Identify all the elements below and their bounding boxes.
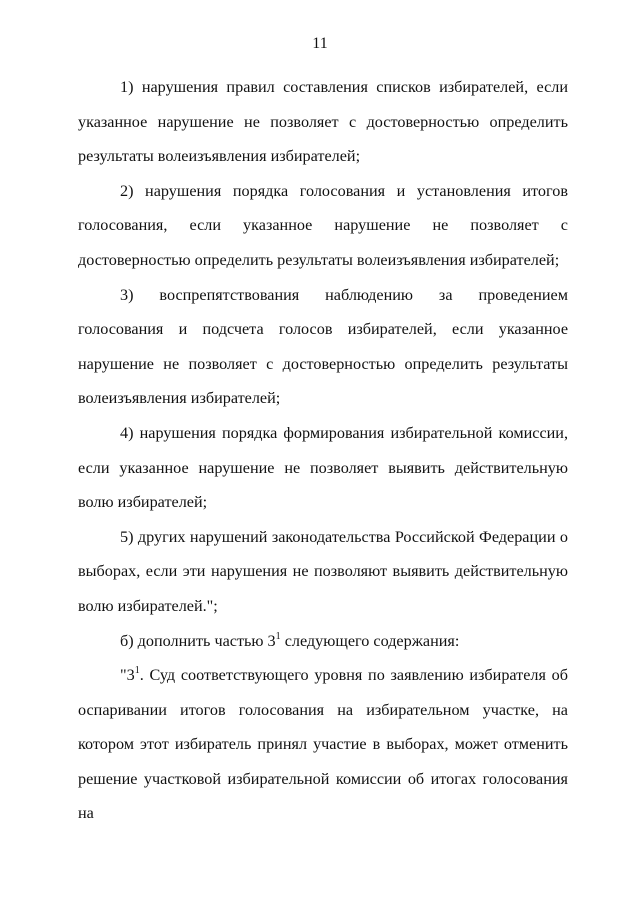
document-body <box>78 70 568 831</box>
quoted-part-open: "3 <box>120 666 135 685</box>
list-item-1: 1) нарушения правил составления списков избирателей, если указанное нарушение не позволяет с достоверностью определить результаты волеизъявления избирателей; <box>78 78 568 166</box>
amendment-paragraph <box>78 624 568 659</box>
amendment-prefix: б) дополнить частью 3 <box>120 631 276 650</box>
amendment-superscript: 1 <box>275 630 281 642</box>
quoted-part-superscript: 1 <box>134 665 140 677</box>
amendment-suffix: следующего содержания: <box>280 631 460 650</box>
list-item-2: 2) нарушения порядка голосования и установления итогов голосования, если указанное нарушение не позволяет с достоверностью определить результаты волеизъявления избирателей; <box>78 181 568 269</box>
page-number: 11 <box>312 35 328 52</box>
quoted-part-paragraph <box>78 658 568 831</box>
quoted-part-text: . Суд соответствующего уровня по заявлению избирателя об оспаривании итогов голосования на избирательном участке, на котором этот избиратель принял участие в выборах, может отменить решение участковой избирательной комиссии об итогах голосования на <box>78 666 568 823</box>
list-item-4: 4) нарушения порядка формирования избирательной комиссии, если указанное нарушение не позволяет выявить действительную волю избирателей; <box>78 423 568 512</box>
list-item-5: 5) других нарушений законодательства Российской Федерации о выборах, если эти нарушения не позволяют выявить действительную волю избирателей."; <box>78 527 568 615</box>
list-item-3: 3) воспрепятствования наблюдению за проведением голосования и подсчета голосов избирателей, если указанное нарушение не позволяет с достоверностью определить результаты волеизъявления избирателей; <box>78 285 568 408</box>
